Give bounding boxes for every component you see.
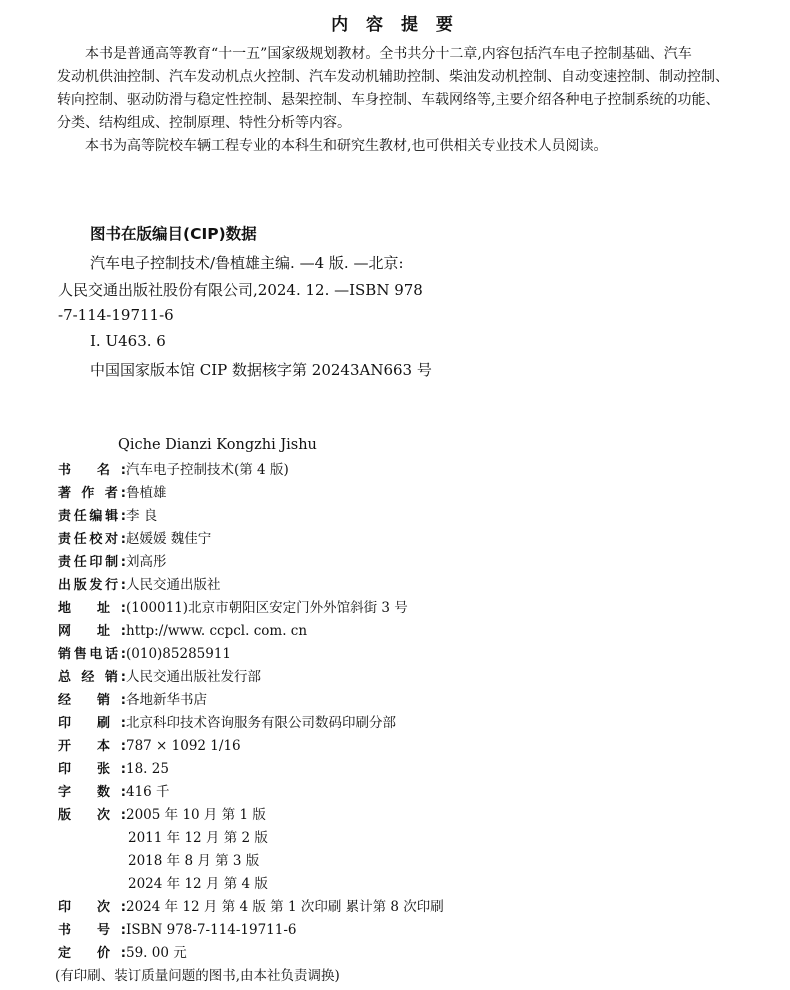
info-label: 定 价: bbox=[58, 946, 126, 961]
info-label: 责任印制: bbox=[58, 555, 126, 570]
info-label: 网 址: bbox=[58, 624, 126, 639]
cip-line: 人民交通出版社股份有限公司,2024. 12. —ISBN 978 bbox=[58, 281, 423, 299]
info-value: 北京科印技术咨询服务有限公司数码印刷分部 bbox=[126, 715, 396, 731]
summary-paragraph-1 bbox=[57, 43, 747, 135]
info-value: 2005 年 10 月 第 1 版 bbox=[126, 807, 266, 823]
info-value: 各地新华书店 bbox=[126, 692, 207, 708]
info-row-format bbox=[58, 735, 241, 757]
info-row-impression bbox=[58, 896, 444, 918]
info-value: 刘高彤 bbox=[126, 554, 167, 570]
info-value: 人民交通出版社 bbox=[126, 577, 221, 593]
cip-record-number: 中国国家版本馆 CIP 数据核字第 20243AN663 号 bbox=[90, 361, 432, 379]
summary-title: 内 容 提 要 bbox=[331, 15, 459, 35]
info-row-publisher bbox=[58, 574, 221, 596]
info-label: 责任编辑: bbox=[58, 509, 126, 524]
info-label: 书 号: bbox=[58, 923, 126, 938]
info-row-print-supervisor bbox=[58, 551, 167, 573]
edition-line: 2011 年 12 月 第 2 版 bbox=[128, 830, 268, 846]
info-row-isbn bbox=[58, 919, 297, 941]
info-row-author bbox=[58, 482, 167, 504]
cip-line: 汽车电子控制技术/鲁植雄主编. —4 版. —北京: bbox=[90, 254, 404, 272]
info-value: (100011)北京市朝阳区安定门外外馆斜街 3 号 bbox=[126, 600, 408, 616]
info-label: 印 张: bbox=[58, 762, 126, 777]
info-row-editor bbox=[58, 505, 157, 527]
info-row-sheets bbox=[58, 758, 169, 780]
pinyin-title: Qiche Dianzi Kongzhi Jishu bbox=[118, 437, 317, 453]
summary-line: 本书为高等院校车辆工程专业的本科生和研究生教材,也可供相关专业技术人员阅读。 bbox=[85, 138, 608, 154]
info-label: 开 本: bbox=[58, 739, 126, 754]
cip-heading: 图书在版编目(CIP)数据 bbox=[90, 225, 257, 243]
info-row-website bbox=[58, 620, 307, 642]
info-value: 汽车电子控制技术(第 4 版) bbox=[126, 462, 289, 478]
info-row-sales-phone bbox=[58, 643, 231, 665]
info-value: 赵媛媛 魏佳宁 bbox=[126, 531, 212, 547]
info-row-word-count bbox=[58, 781, 170, 803]
quality-note: (有印刷、装订质量问题的图书,由本社负责调换) bbox=[55, 968, 340, 984]
cip-classification: Ⅰ. U463. 6 bbox=[90, 332, 166, 350]
info-value: 787 × 1092 1/16 bbox=[126, 738, 241, 754]
info-row-address bbox=[58, 597, 408, 619]
info-value: 18. 25 bbox=[126, 761, 169, 777]
info-label: 印 次: bbox=[58, 900, 126, 915]
info-value: 2024 年 12 月 第 4 版 第 1 次印刷 累计第 8 次印刷 bbox=[126, 899, 444, 915]
info-row-printer bbox=[58, 712, 396, 734]
info-value: 鲁植雄 bbox=[126, 485, 167, 501]
info-row-distributor bbox=[58, 689, 207, 711]
info-row-title bbox=[58, 459, 289, 481]
info-value: 李 良 bbox=[126, 508, 158, 524]
info-label: 经 销: bbox=[58, 693, 126, 708]
info-value: ISBN 978-7-114-19711-6 bbox=[126, 922, 297, 938]
info-row-price bbox=[58, 942, 187, 964]
info-value: 59. 00 元 bbox=[126, 945, 187, 961]
summary-line: 转向控制、驱动防滑与稳定性控制、悬架控制、车身控制、车载网络等,主要介绍各种电子控制系统的功能、 bbox=[57, 92, 720, 108]
info-value: 人民交通出版社发行部 bbox=[126, 669, 261, 685]
info-label: 销售电话: bbox=[58, 647, 126, 662]
info-row-proofreader bbox=[58, 528, 211, 550]
summary-line: 分类、结构组成、控制原理、特性分析等内容。 bbox=[57, 115, 351, 131]
info-row-general-distributor bbox=[58, 666, 261, 688]
info-label: 书 名: bbox=[58, 463, 126, 478]
info-value: http://www. ccpcl. com. cn bbox=[126, 623, 308, 639]
info-label: 版 次: bbox=[58, 808, 126, 823]
info-label: 责任校对: bbox=[58, 532, 126, 547]
info-label: 地 址: bbox=[58, 601, 126, 616]
info-label: 总 经 销: bbox=[58, 670, 126, 685]
info-value: 416 千 bbox=[126, 784, 170, 800]
edition-line: 2024 年 12 月 第 4 版 bbox=[128, 876, 268, 892]
info-label: 著 作 者: bbox=[58, 486, 126, 501]
info-label: 字 数: bbox=[58, 785, 126, 800]
summary-paragraph-2 bbox=[57, 135, 747, 158]
info-row-edition bbox=[58, 804, 266, 826]
summary-line: 发动机供油控制、汽车发动机点火控制、汽车发动机辅助控制、柴油发动机控制、自动变速控制、制动控制、 bbox=[57, 69, 729, 85]
edition-line: 2018 年 8 月 第 3 版 bbox=[128, 853, 260, 869]
info-value: (010)85285911 bbox=[126, 646, 232, 662]
info-label: 印 刷: bbox=[58, 716, 126, 731]
summary-line: 本书是普通高等教育“十一五”国家级规划教材。全书共分十二章,内容包括汽车电子控制基础、汽车 bbox=[85, 46, 692, 62]
cip-line: -7-114-19711-6 bbox=[58, 306, 174, 324]
info-label: 出版发行: bbox=[58, 578, 126, 593]
